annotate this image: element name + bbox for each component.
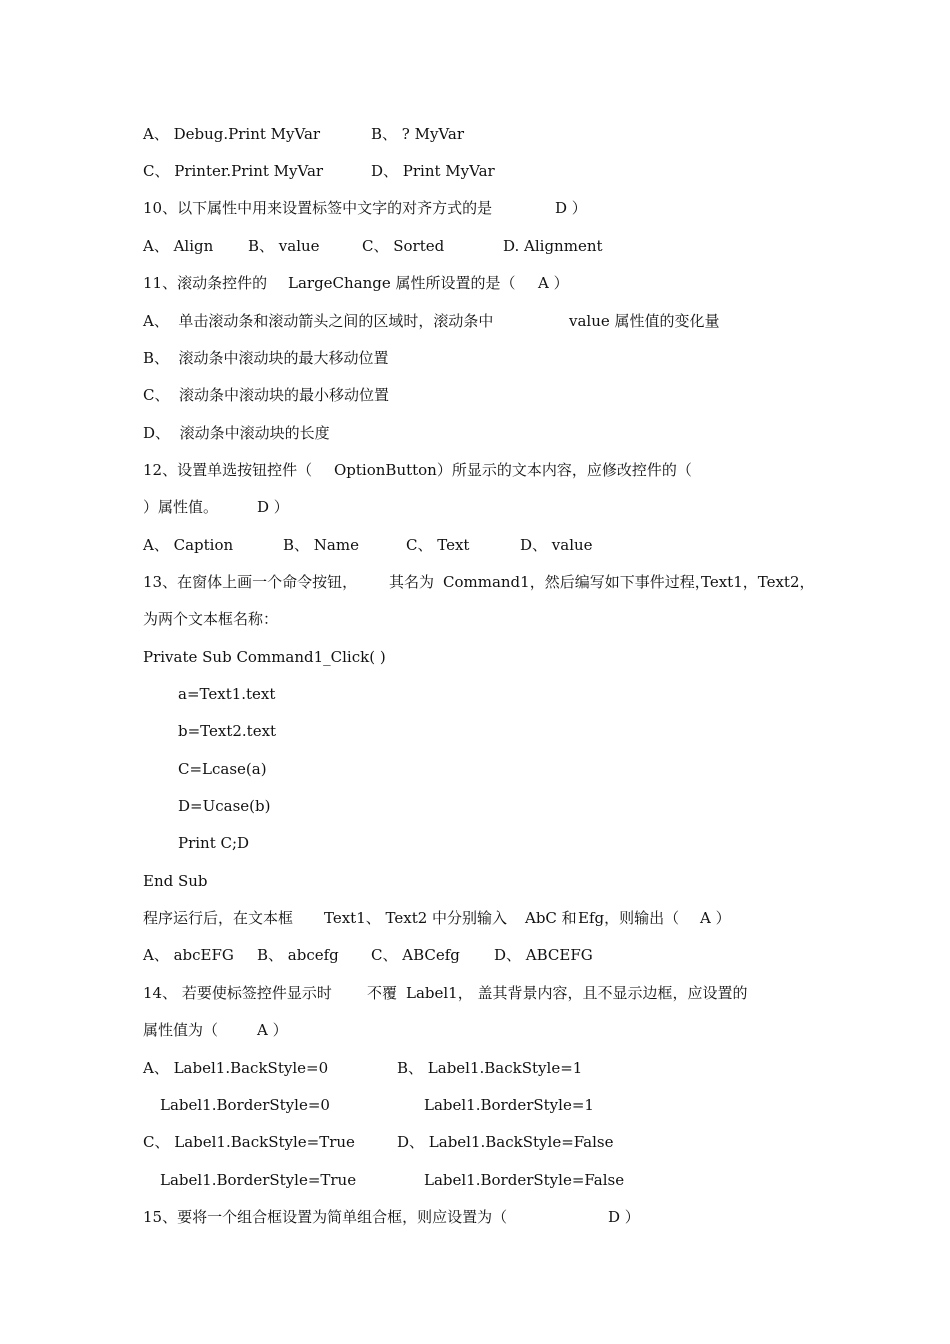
option-b: B、 ? MyVar bbox=[371, 125, 465, 143]
question-13-cont: 为两个文本框名称： bbox=[143, 610, 279, 628]
code-line: End Sub bbox=[143, 872, 208, 890]
answer-13: A ） bbox=[700, 909, 731, 927]
answer-12: D ） bbox=[257, 498, 289, 516]
code-line: a=Text1.text bbox=[178, 685, 276, 703]
option-c: C、 滚动条中滚动块的最小移动位置 bbox=[143, 386, 390, 404]
question-14-cont: 属性值为（ bbox=[143, 1021, 219, 1039]
option-a: A、 单击滚动条和滚动箭头之间的区域时，滚动条中 bbox=[143, 312, 494, 330]
option-b: B、 滚动条中滚动块的最大移动位置 bbox=[143, 349, 389, 367]
option-a: A、 abcEFG bbox=[143, 946, 234, 964]
option-a-cont: value 属性值的变化量 bbox=[569, 312, 720, 330]
question-15: 15、要将一个组合框设置为简单组合框，则应设置为（ bbox=[143, 1208, 508, 1226]
question-13-cont: Text1、 Text2 中分别输入 bbox=[324, 909, 508, 927]
option-c: C、 ABCefg bbox=[371, 946, 460, 964]
answer-11: A ） bbox=[538, 274, 569, 292]
option-b: B、 Label1.BackStyle=1 bbox=[397, 1059, 583, 1077]
option-b: B、 abcefg bbox=[257, 946, 339, 964]
option-d: D、 value bbox=[520, 536, 593, 554]
answer-10: D ） bbox=[555, 199, 587, 217]
option-c-cont: Label1.BorderStyle=True bbox=[160, 1171, 357, 1189]
code-line: C=Lcase(a) bbox=[178, 760, 267, 778]
option-c: C、 Sorted bbox=[362, 237, 445, 255]
option-a: A、 Label1.BackStyle=0 bbox=[143, 1059, 329, 1077]
option-b: B、 value bbox=[248, 237, 320, 255]
code-line: D=Ucase(b) bbox=[178, 797, 271, 815]
option-d-cont: Label1.BorderStyle=False bbox=[424, 1171, 625, 1189]
option-a-cont: Label1.BorderStyle=0 bbox=[160, 1096, 330, 1114]
question-13-cont: AbC 和 bbox=[525, 909, 577, 927]
question-12-cont: ）属性值。 bbox=[143, 498, 219, 516]
option-d: D、 Print MyVar bbox=[371, 162, 495, 180]
option-d: D. Alignment bbox=[503, 237, 603, 255]
option-a: A、 Debug.Print MyVar bbox=[143, 125, 321, 143]
answer-14: A ） bbox=[257, 1021, 288, 1039]
option-d: D、 ABCEFG bbox=[494, 946, 593, 964]
option-d: D、 Label1.BackStyle=False bbox=[397, 1133, 614, 1151]
question-14-cont: 不覆 bbox=[367, 984, 398, 1002]
option-a: A、 Align bbox=[143, 237, 214, 255]
code-line: Print C;D bbox=[178, 834, 250, 852]
question-14: 14、 若要使标签控件显示时 bbox=[143, 984, 332, 1002]
question-13-cont: 程序运行后，在文本框 bbox=[143, 909, 294, 927]
question-11: 11、滚动条控件的 bbox=[143, 274, 268, 292]
option-c: C、 Text bbox=[406, 536, 470, 554]
question-13: 13、在窗体上画一个命令按钮， bbox=[143, 573, 358, 591]
question-12: 12、设置单选按钮控件（ bbox=[143, 461, 313, 479]
option-c: C、 Label1.BackStyle=True bbox=[143, 1133, 355, 1151]
option-d: D、 滚动条中滚动块的长度 bbox=[143, 424, 330, 442]
code-line: Private Sub Command1_Click( ) bbox=[143, 648, 386, 666]
question-11-cont: LargeChange 属性所设置的是（ bbox=[288, 274, 516, 292]
answer-15: D ） bbox=[608, 1208, 640, 1226]
option-a: A、 Caption bbox=[143, 536, 234, 554]
code-line: b=Text2.text bbox=[178, 722, 277, 740]
question-13-cont: Efg，则输出（ bbox=[578, 909, 680, 927]
option-c: C、 Printer.Print MyVar bbox=[143, 162, 324, 180]
question-10: 10、以下属性中用来设置标签中文字的对齐方式的是 bbox=[143, 199, 493, 217]
question-13-cont: 其名为 bbox=[389, 573, 435, 591]
question-14-cont: Label1， 盖其背景内容，且不显示边框，应设置的 bbox=[406, 984, 748, 1002]
question-13-cont: Text1，Text2， bbox=[701, 573, 815, 591]
option-b-cont: Label1.BorderStyle=1 bbox=[424, 1096, 594, 1114]
question-13-cont: Command1，然后编写如下事件过程， bbox=[443, 573, 710, 591]
question-12-cont: OptionButton）所显示的文本内容，应修改控件的（ bbox=[334, 461, 692, 479]
option-b: B、 Name bbox=[283, 536, 359, 554]
